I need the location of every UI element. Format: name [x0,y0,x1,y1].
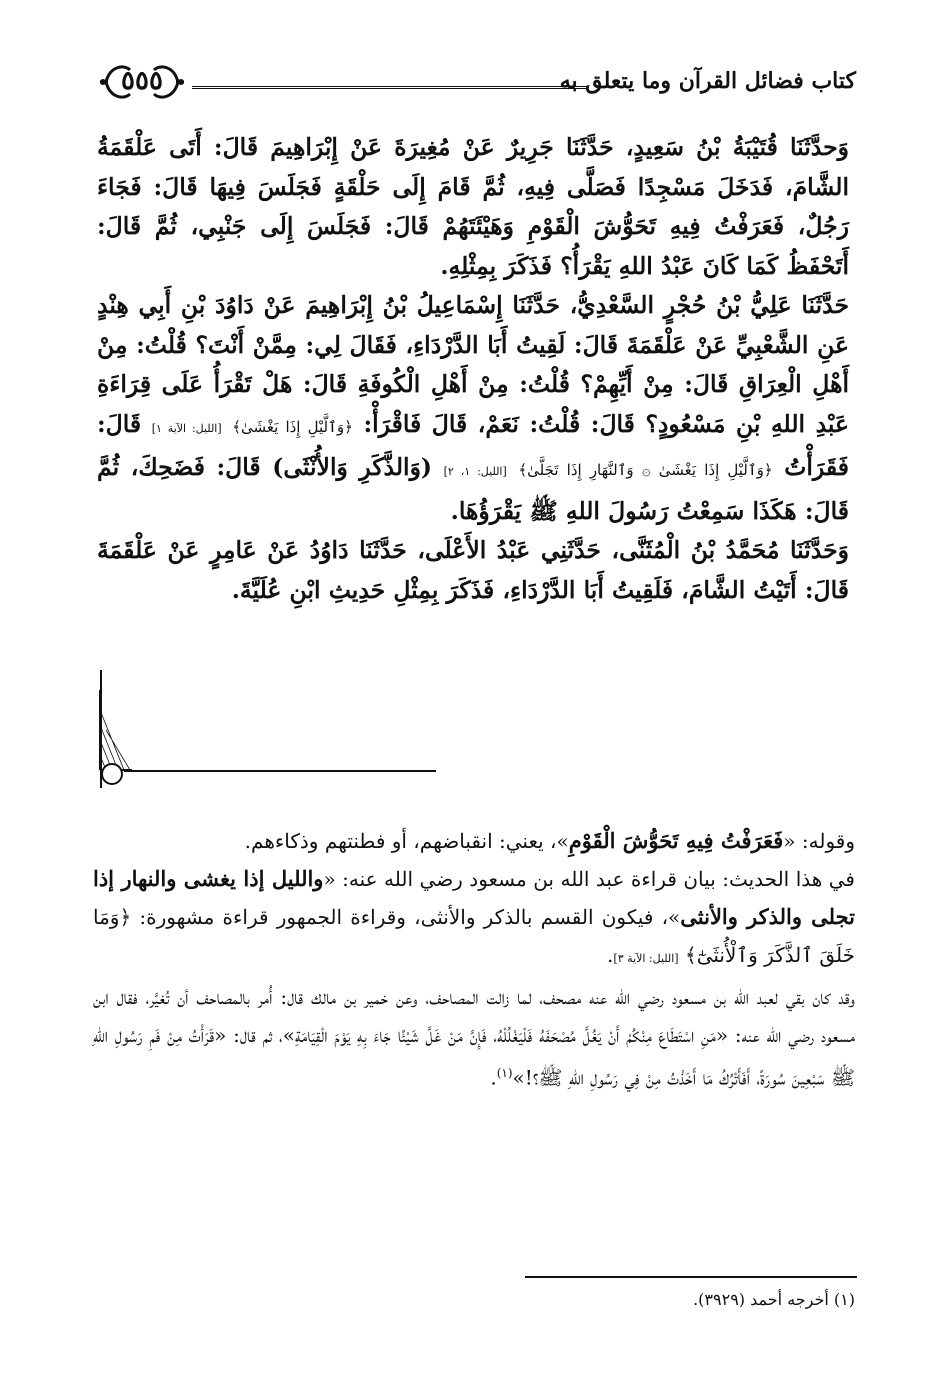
commentary-c1-a: وقوله: « [783,829,855,853]
quran-verse-2: ﴿وَٱلَّيْلِ إِذَا يَغْشَىٰ ۞ وَٱلنَّهَارِ إِذَا تَجَلَّىٰ﴾ [518,461,773,479]
hadith-p2-text: حَدَّثَنَا عَلِيُّ بْنُ حُجْرٍ السَّعْدِيُّ، حَدَّثَنَا إِسْمَاعِيلُ بْنُ إِبْرَاهِيمَ عَنْ دَاوُدَ بْنِ أَبِي هِنْدٍ عَنِ الشَّعْبِيِّ عَنْ عَلْقَمَةَ قَالَ: لَقِيتُ أَبَا الدَّرْدَاءِ، فَقَالَ لِي: مِمَّنْ أَنْتَ؟ قُلْتُ: مِنْ أَهْلِ الْعِرَاقِ قَالَ: مِنْ أَيِّهِمْ؟ قُلْتُ: مِنْ أَهْلِ الْكُوفَةِ قَالَ: هَلْ تَقْرَأُ عَلَى قِرَاءَةِ عَبْدِ اللهِ بْنِ مَسْعُودٍ؟ قَالَ: قُلْتُ: نَعَمْ، قَالَ فَاقْرَأْ: [97,291,850,438]
footnote-marker[interactable]: (١) [496,1066,513,1080]
page-number-badge [96,60,188,104]
commentary-c3-end: . [490,1065,497,1090]
hadith-paragraph-1: وَحدَّثَنَا قُتَيْبَةُ بْنُ سَعِيدٍ، حَدَّثَنَا جَرِيرٌ عَنْ مُغِيرَةَ عَنْ إِبْرَاهِيمَ قَالَ: أَتَى عَلْقَمَةُ الشَّامَ، فَدَخَلَ مَسْجِدًا فَصَلَّى فِيهِ، ثُمَّ قَامَ إِلَى حَلْقَةٍ فَجَلَسَ فِيهَا قَالَ: فَجَاءَ رَجُلٌ، فَعَرَفْتُ فِيهِ تَحَوُّشَ الْقَوْمِ وَهَيْئَتَهُمْ قَالَ: فَجَلَسَ إِلَى جَنْبِي، ثُمَّ قَالَ: أَتَحْفَظُ كَمَا كَانَ عَبْدُ اللهِ يَقْرَأُ؟ فَذَكَرَ بِمِثْلِهِ. [97,133,849,280]
commentary-c2-a: في هذا الحديث: بيان قراءة عبد الله بن مسعود رضي الله عنه: « [323,867,855,891]
hadith-p2-text-b: قَالَ: فَقَرَأْتُ [97,409,850,481]
commentary-c3: وقد كان بقي لعبد الله بن مسعود رضي الله عنه مصحف، لما زالت المصاحف، وعن خمير بن مالك قال: أُمر بالمصاحف أن تُغيَّر، فقال ابن مسعود رضي الله عنه: «مَنِ اسْتَطَاعَ مِنْكُمْ أَنْ يَغُلَّ مُصْحَفَهُ فَلْيَغْلُلْهُ، فَإِنَّ مَنْ غَلَّ شَيْئًا جَاءَ بِهِ يَوْمَ الْقِيَامَةِ»، ثم قال: «قَرَأْتُ مِنْ فَمِ رَسُولِ اللهِ ﷺ سَبْعِينَ سُورَةً، أَفَأَتْرُكُ مَا أَخَذْتُ مِنْ فِي رَسُولِ اللهِ ﷺ؟!» [93,985,855,1090]
commentary-c1-b: »، يعني: انقباضهم، أو فطنتهم وذكاءهم. [244,829,569,853]
commentary-c2-end: . [607,943,614,967]
commentary-paragraph-1 [93,822,855,860]
hadith-text [97,128,849,610]
commentary-c2-b: »، فيكون القسم بالذكر والأنثى، وقراءة الجمهور قراءة مشهورة: [139,905,681,929]
book-title: كتاب فضائل القرآن وما يتعلق به [559,68,856,94]
header-rule [192,86,588,89]
quran-verse-3: ﴿وَمَا خَلَقَ ٱلذَّكَرَ وَٱلْأُنثَىٰٓ﴾ [93,905,855,967]
verse-reference-2: [الليل: ١، ٢] [443,465,507,478]
ibn-masud-reading: والليل إذا يغشى والنهار إذا تجلى والذكر والأنثى [93,866,856,929]
verse-reference-3: [الليل: الآية ٣] [613,952,679,965]
hadith-p2-text-c: (وَالذَّكَرِ وَالأُنْثَى) قَالَ: فَضَحِكَ، ثُمَّ قَالَ: هَكَذَا سَمِعْتُ رَسُولَ اللهِ ﷺ يَقْرَؤُهَا. [97,453,849,525]
hadith-paragraph-2 [97,286,849,531]
verse-reference-1: [الليل: الآية ١] [151,421,222,435]
frame-border-horizontal [124,770,436,772]
quran-verse-1: ﴿وَٱلَّيْلِ إِذَا يَغْشَىٰ﴾ [232,417,353,436]
commentary-text [93,822,855,1097]
hadith-paragraph-3: وَحَدَّثَنَا مُحَمَّدُ بْنُ الْمُثَنَّى، حَدَّثَنِي عَبْدُ الأَعْلَى، حَدَّثَنَا دَاوُدُ عَنْ عَامِرٍ عَنْ عَلْقَمَةَ قَالَ: أَتَيْتُ الشَّامَ، فَلَقِيتُ أَبَا الدَّرْدَاءِ، فَذَكَرَ بِمِثْلِ حَدِيثِ ابْنِ عُلَيَّةَ. [97,536,849,604]
page-number: ٥٥٥ [121,66,163,96]
commentary-paragraph-3 [93,978,855,1097]
quoted-phrase: فَعَرَفْتُ فِيهِ تَحَوُّشَ الْقَوْمِ [568,828,784,853]
footnote: (١) أخرجه أحمد (٣٩٢٩). [693,1290,855,1309]
frame-corner-ornament-icon [96,690,136,790]
commentary-paragraph-2 [93,860,855,978]
page-header [96,60,856,116]
footnote-divider [525,1276,857,1278]
